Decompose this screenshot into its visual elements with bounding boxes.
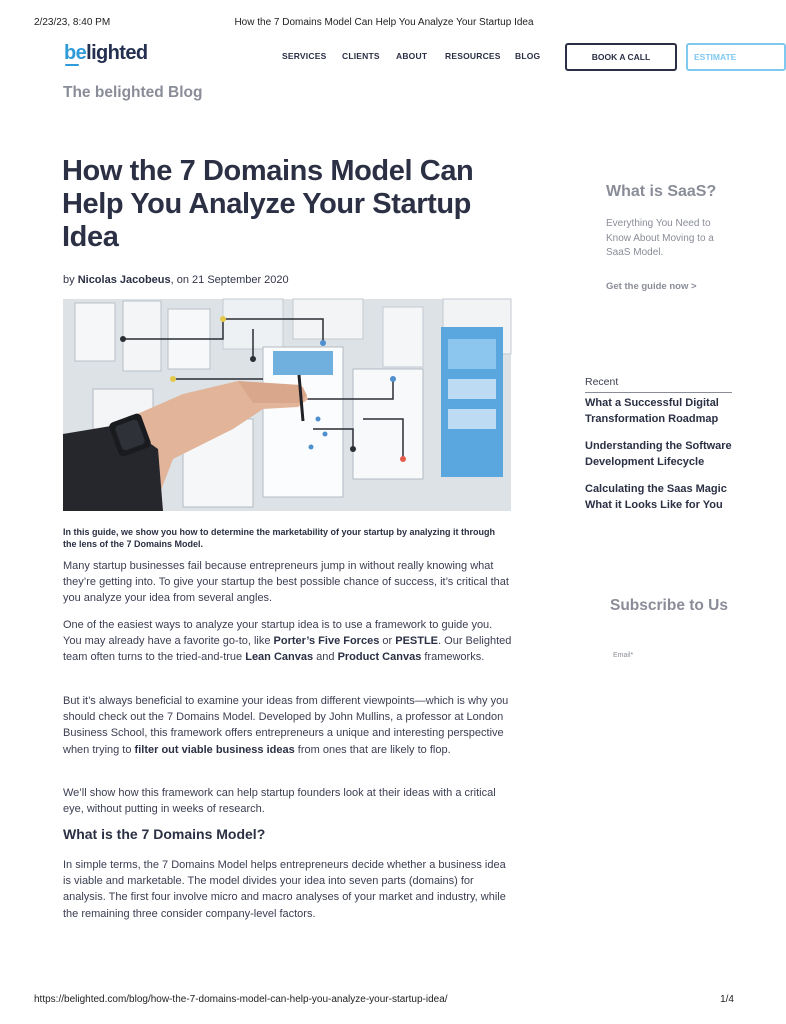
saas-promo-title: What is SaaS? xyxy=(606,183,717,200)
logo-be: be xyxy=(64,42,87,64)
print-page-number: 1/4 xyxy=(720,994,734,1005)
p3-text-a: But it’s always beneficial to examine your ideas from different viewpoints—which is why you should check out the 7 Domains Model. Developed by John Mullins, a professor at London Business School, this framework offers entrepreneurs a unique and interesting perspective when trying to xyxy=(63,695,509,756)
nav-resources[interactable]: RESOURCES xyxy=(445,51,501,61)
nav-blog[interactable]: BLOG xyxy=(515,51,541,61)
email-field-label: Email* xyxy=(613,652,634,659)
paragraph-1: Many startup businesses fail because entrepreneurs jump in without really knowing what they’re getting into. To give your startup the best possible chance of success, it’s critical that you analyze your idea from several angles. xyxy=(63,560,509,605)
book-call-button[interactable]: BOOK A CALL xyxy=(565,43,677,71)
recent-post-link[interactable]: What a Successful Digital Transformation Roadmap xyxy=(585,397,719,425)
recent-label: Recent xyxy=(585,376,619,388)
image-caption: In this guide, we show you how to determine the marketability of your startup by analyzing it through the lens of the 7 Domains Model. xyxy=(63,527,496,549)
recent-divider xyxy=(585,392,732,393)
hero-illustration xyxy=(63,299,511,511)
paragraph-4: We’ll show how this framework can help startup founders look at their ideas with a critical eye, without putting in weeks of research. xyxy=(63,787,496,816)
author-name[interactable]: Nicolas Jacobeus xyxy=(77,274,171,286)
paragraph-2 xyxy=(63,617,513,666)
link-porters-five-forces[interactable]: Porter’s Five Forces xyxy=(273,635,380,648)
p2-text-d: and xyxy=(313,651,338,664)
paragraph-5: In simple terms, the 7 Domains Model helps entrepreneurs decide whether a business idea is viable and marketable. The model divides your idea into seven parts (domains) for analysis. The first four involve micro and macro analyses of your market and industry, while the remaining three consider company-level factors. xyxy=(63,859,506,920)
saas-promo-description: Everything You Need to Know About Moving to a SaaS Model. xyxy=(606,218,714,258)
recent-post-link[interactable]: Calculating the Saas Magic What it Looks Like for You xyxy=(585,483,727,511)
sidebar xyxy=(585,0,732,1024)
recent-post-link[interactable]: Understanding the Software Development Lifecycle xyxy=(585,440,732,468)
link-filter-viable-ideas[interactable]: filter out viable business ideas xyxy=(134,743,295,756)
estimate-button[interactable]: ESTIMATE xyxy=(686,43,786,71)
section-heading-7-domains: What is the 7 Domains Model? xyxy=(63,826,266,842)
get-guide-link[interactable]: Get the guide now > xyxy=(606,281,697,292)
link-product-canvas[interactable]: Product Canvas xyxy=(337,651,422,664)
link-pestle[interactable]: PESTLE xyxy=(395,635,439,648)
p2-text-e: frameworks. xyxy=(421,651,485,664)
nav-services[interactable]: SERVICES xyxy=(282,51,327,61)
nav-clients[interactable]: CLIENTS xyxy=(342,51,380,61)
p2-text-b: or xyxy=(379,635,396,648)
nav-about[interactable]: ABOUT xyxy=(396,51,428,61)
print-datetime: 2/23/23, 8:40 PM xyxy=(34,17,111,28)
belighted-logo[interactable] xyxy=(64,42,148,65)
hero-image xyxy=(63,299,511,511)
link-lean-canvas[interactable]: Lean Canvas xyxy=(245,651,314,664)
p2-text-c: . Our Belighted team often turns to the tried-and-true xyxy=(63,635,512,664)
logo-rest: lighted xyxy=(86,42,148,64)
print-doc-title: How the 7 Domains Model Can Help You Analyze Your Startup Idea xyxy=(234,17,534,28)
byline-prefix: by xyxy=(63,274,78,286)
byline xyxy=(63,274,289,286)
article-title: How the 7 Domains Model Can Help You Analyze Your Startup Idea xyxy=(62,155,474,253)
publish-date: , on 21 September 2020 xyxy=(170,274,289,286)
logo-underline xyxy=(65,64,79,66)
p3-text-b: from ones that are likely to flop. xyxy=(294,743,451,756)
print-url: https://belighted.com/blog/how-the-7-domains-model-can-help-you-analyze-your-startup-idea/ xyxy=(34,994,448,1005)
paragraph-3 xyxy=(63,693,513,758)
blog-title[interactable]: The belighted Blog xyxy=(63,84,203,101)
p2-text-a: One of the easiest ways to analyze your startup idea is to use a framework to guide you. You may already have a favorite go-to, like xyxy=(63,619,493,648)
subscribe-heading: Subscribe to Us xyxy=(610,597,728,614)
